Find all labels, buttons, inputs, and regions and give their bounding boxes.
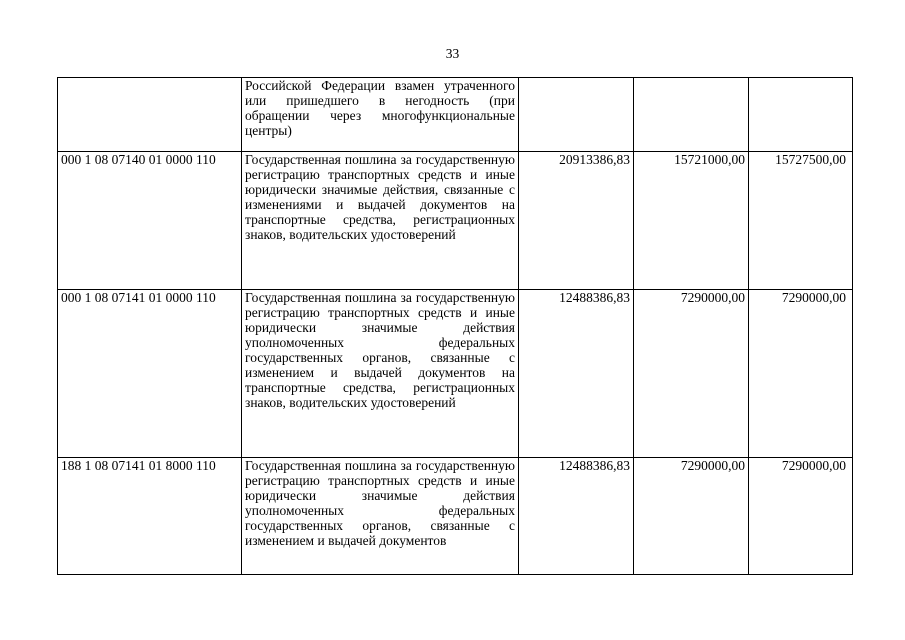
amount-cell-2: 7290000,00 xyxy=(634,290,749,458)
budget-code-cell: 000 1 08 07140 01 0000 110 xyxy=(58,152,242,290)
amount-cell-2 xyxy=(634,78,749,152)
table-row xyxy=(58,290,853,458)
budget-code-cell: 188 1 08 07141 01 8000 110 xyxy=(58,458,242,575)
budget-code-cell: 000 1 08 07141 01 0000 110 xyxy=(58,290,242,458)
page-number: 33 xyxy=(445,46,460,61)
table-row xyxy=(58,78,853,152)
revenue-name-cell: Государственная пошлина за государственную регистрацию транспортных средств и иные юридически значимые действия, связанные с изменениями и выдачей документов на транспортные средства, регистрационных знаков, водительских удостоверений xyxy=(242,152,519,290)
amount-cell-3: 7290000,00 xyxy=(749,290,853,458)
amount-cell-2: 15721000,00 xyxy=(634,152,749,290)
amount-cell-3: 15727500,00 xyxy=(749,152,853,290)
amount-cell-2: 7290000,00 xyxy=(634,458,749,575)
amount-cell-1: 12488386,83 xyxy=(519,458,634,575)
revenue-name-cell: Российской Федерации взамен утраченного или пришедшего в негодность (при обращении через многофункциональные центры) xyxy=(242,78,519,152)
amount-cell-3: 7290000,00 xyxy=(749,458,853,575)
budget-code-cell xyxy=(58,78,242,152)
table-row xyxy=(58,458,853,575)
amount-cell-3 xyxy=(749,78,853,152)
table-row xyxy=(58,152,853,290)
revenue-name-cell: Государственная пошлина за государственную регистрацию транспортных средств и иные юридически значимые действия уполномоченных федеральных государственных органов, связанные с изменением и выдачей документов на транспортные средства, регистрационных знаков, водительских удостоверений xyxy=(242,290,519,458)
amount-cell-1 xyxy=(519,78,634,152)
revenue-table xyxy=(57,77,853,575)
amount-cell-1: 12488386,83 xyxy=(519,290,634,458)
revenue-name-cell: Государственная пошлина за государственную регистрацию транспортных средств и иные юридически значимые действия уполномоченных федеральных государственных органов, связанные с изменением и выдачей документов xyxy=(242,458,519,575)
amount-cell-1: 20913386,83 xyxy=(519,152,634,290)
